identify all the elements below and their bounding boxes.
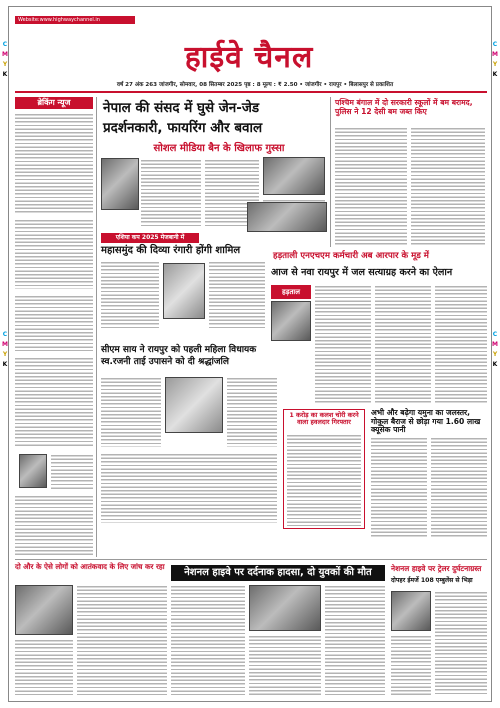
foot-right-headline: नेशनल हाइवे पर ट्रेलर दुर्घटनाग्रस्त (391, 564, 482, 573)
breaking-news-label: ब्रेकिंग न्यूज (15, 97, 93, 109)
foot-main-text-3 (325, 585, 385, 695)
foot-main-headline: नेशनल हाइवे पर दर्दनाक हादसा, दो युवकों की मौत (171, 565, 385, 581)
foot-left-headline: दो और के ऐसे लोगों को आतंकवाद के लिए जांच कर रहा (15, 562, 165, 571)
lead-headline-1: नेपाल की संसद में घुसे जेन-जेड (103, 100, 260, 116)
left-lower-text-2 (51, 454, 93, 490)
accident-photo (249, 585, 321, 631)
yamuna-text-2 (431, 437, 487, 537)
strip-label: एशिया कप 2025 मेजबानी में (101, 233, 199, 243)
cm-text-1 (101, 377, 161, 447)
foot-right-text (435, 591, 487, 695)
right-text-col-1 (335, 127, 407, 247)
column-divider (96, 97, 97, 557)
lead-headline-2: प्रदर्शनकारी, फायरिंग और बवाल (103, 120, 263, 136)
lead-subhead: सोशल मीडिया बैन के खिलाफ गुस्सा (153, 143, 285, 154)
cm-headline-1: सीएम साय ने रायपुर को पहली महिला विधायक (101, 345, 257, 355)
cm-text-3 (101, 453, 277, 523)
protest-logo: हड़ताल (271, 285, 311, 299)
center-text-3 (435, 285, 487, 405)
center-text-1 (315, 285, 371, 405)
lead-photo-1 (101, 158, 139, 210)
small-news-box (283, 409, 365, 529)
yamuna-text-1 (371, 437, 427, 537)
foot-left-photo (15, 585, 73, 635)
center-headline-2: आज से नवा रायपुर में जल सत्याग्रह करने का ऐलान (271, 267, 453, 278)
protest-image (271, 301, 311, 341)
right-column-divider (330, 97, 331, 247)
foot-left-text (77, 585, 167, 695)
dateline: वर्ष 27 अंक 263 जांजगीर, सोमवार, 08 सितम्बर 2025 पृष्ठ : 8 मूल्य : ₹ 2.50 • जांजगीर • रायपुर • बिलासपुर से प्रकाशित (116, 82, 394, 88)
cmyk-side-right-top: C M Y K (492, 41, 498, 78)
athlete-photo (163, 263, 205, 319)
foot-main-text-1 (171, 585, 245, 695)
masthead (99, 41, 399, 75)
website-banner: Website:www.highwaychannel.in (15, 16, 135, 24)
yamuna-headline: अभी और बढ़ेगा यमुना का जलस्तर, गोकुल बैराज से छोड़ा गया 1.60 लाख क्यूसेक पानी (371, 408, 481, 435)
right-headline: पश्चिम बंगाल में दो सरकारी स्कूलों में बम बरामद, पुलिस ने 12 देसी बम जब्त किए (335, 98, 473, 116)
foot-left-text-2 (15, 639, 73, 695)
left-lower-text-3 (15, 495, 93, 555)
breaking-text-3 (15, 295, 93, 351)
breaking-text-1 (15, 113, 93, 213)
newspaper-title: हाईवे चैनल (184, 40, 314, 75)
strip-text-1 (101, 261, 159, 329)
foot-main-text-2 (249, 635, 321, 695)
strip-headline: महासमुंद की दिव्या रंगारी होंगी शामिल (101, 245, 241, 256)
right-text-col-2 (411, 127, 485, 247)
lead-text-col-1 (141, 159, 201, 227)
center-headline-1: हड़ताली एनएचएम कर्मचारी अब आरपार के मूड में (273, 251, 429, 261)
foot-right-sub: दोपहर ईमर्जे 108 एम्बुलेंस से भिड़ा (391, 577, 473, 584)
center-text-2 (375, 285, 431, 405)
protest-photo (247, 202, 327, 232)
breaking-text-2 (15, 219, 93, 289)
cm-photo (165, 377, 223, 433)
foot-right-text-2 (391, 635, 431, 695)
trailer-photo (391, 591, 431, 631)
left-lower-text-1 (15, 357, 93, 447)
small-box-headline: 1 करोड़ का कलश चोरी करने वाला हवलदार गिरफ्तार (289, 411, 359, 427)
header-rule (15, 91, 487, 93)
cmyk-side-left-top: C M Y K (2, 41, 8, 78)
bottom-section-rule (15, 559, 487, 560)
strip-text-2 (209, 261, 265, 329)
cmyk-side-right-mid: C M Y K (492, 331, 498, 368)
cmyk-side-left-mid: C M Y K (2, 331, 8, 368)
cm-headline-2: स्व.रजनी ताई उपासने को दी श्रद्धांजलि (101, 357, 229, 367)
portrait-photo (19, 454, 47, 488)
small-box-text (287, 434, 361, 526)
newspaper-page (8, 6, 492, 702)
cm-text-2 (227, 377, 277, 447)
lead-photo-2 (263, 157, 325, 195)
